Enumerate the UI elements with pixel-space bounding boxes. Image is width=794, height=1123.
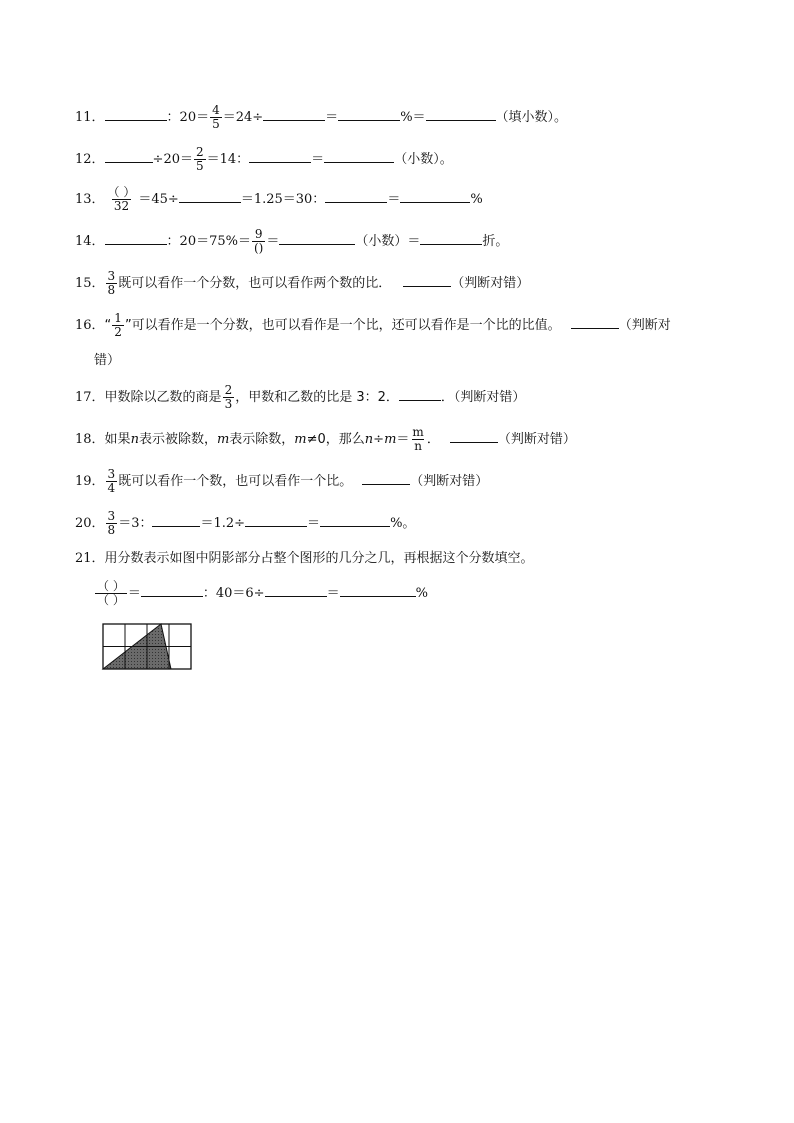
- question-number: 21．: [75, 551, 105, 566]
- fraction: $\frac{4}{5}$: [212, 103, 220, 131]
- fraction-blank[interactable]: $\frac{( )}{( )}$: [97, 579, 125, 607]
- question-number: 14．: [75, 234, 105, 249]
- question-21: 21．用分数表示如图中阴影部分占整个图形的几分之几，再根据这个分数填空。: [75, 551, 534, 566]
- answer-blank[interactable]: [420, 231, 482, 245]
- fraction: $\frac{2}{3}$: [224, 383, 233, 411]
- shaded-grid-figure: [101, 622, 195, 676]
- question-19: 19． $\frac{3}{4}$ 既可以看作一个数，也可以看作一个比。 （判断对错）: [75, 467, 489, 495]
- question-number: 19．: [75, 474, 105, 489]
- answer-blank[interactable]: [426, 107, 496, 121]
- answer-blank[interactable]: [249, 149, 311, 163]
- question-number: 18．: [75, 432, 105, 447]
- question-number: 12．: [75, 152, 105, 167]
- question-18: 18．如果n表示被除数，m表示除数，m≠0，那么n÷m＝ $\frac{m}{n}$ ． （判断对错）: [75, 425, 576, 453]
- answer-blank[interactable]: [325, 189, 387, 203]
- answer-blank[interactable]: [400, 189, 470, 203]
- question-16: 16．“ $\frac{1}{2}$ ”可以看作是一个分数，也可以看作是一个比，还可以看作是一个比的比值。 （判断对: [75, 311, 671, 339]
- answer-blank[interactable]: [105, 107, 167, 121]
- question-number: 11．: [75, 110, 105, 125]
- question-number: 17．: [75, 390, 105, 405]
- fraction: $\frac{1}{2}$: [114, 311, 122, 339]
- answer-blank[interactable]: [263, 107, 325, 121]
- question-17: 17．甲数除以乙数的商是 $\frac{2}{3}$ ，甲数和乙数的比是 3：2． ．（判断对错）: [75, 383, 526, 411]
- question-16-continuation: 错）: [94, 353, 121, 368]
- answer-blank[interactable]: [320, 513, 390, 527]
- fraction: $\frac{( )}{32}$: [107, 185, 136, 213]
- fraction: $\frac{2}{5}$: [195, 145, 204, 173]
- answer-blank[interactable]: [324, 149, 394, 163]
- answer-blank[interactable]: [399, 387, 441, 401]
- question-number: 15．: [75, 276, 105, 291]
- answer-blank[interactable]: [279, 231, 355, 245]
- fraction: $\frac{m}{n}$: [412, 425, 424, 453]
- answer-blank[interactable]: [141, 583, 203, 597]
- answer-blank[interactable]: [450, 429, 498, 443]
- answer-blank[interactable]: [179, 189, 241, 203]
- question-12: 12． ÷20＝ $\frac{2}{5}$ ＝14： ＝ （小数）。: [75, 145, 453, 173]
- question-15: 15． $\frac{3}{8}$ 既可以看作一个分数，也可以看作两个数的比． （判断对错）: [75, 269, 530, 297]
- answer-blank[interactable]: [571, 315, 619, 329]
- fraction: $\frac{3}{8}$: [107, 509, 116, 537]
- answer-blank[interactable]: [403, 273, 451, 287]
- question-21-fill: $\frac{( )}{( )}$ ＝ ：40＝6÷ ＝ %: [97, 579, 428, 607]
- question-number: 20．: [75, 516, 105, 531]
- question-14: 14． ：20＝75%＝ $\frac{9}{()}$ ＝ （小数）＝ 折。: [75, 227, 509, 255]
- answer-blank[interactable]: [340, 583, 416, 597]
- grid-triangle-diagram: [101, 622, 195, 672]
- answer-blank[interactable]: [152, 513, 200, 527]
- question-11: 11． ：20＝ $\frac{4}{5}$ ＝24÷ ＝ %＝ （填小数）。: [75, 103, 568, 131]
- answer-blank[interactable]: [245, 513, 307, 527]
- answer-blank[interactable]: [362, 471, 410, 485]
- answer-blank[interactable]: [105, 231, 167, 245]
- fraction: $\frac{3}{4}$: [107, 467, 116, 495]
- question-number: 13．: [75, 192, 105, 207]
- answer-blank[interactable]: [265, 583, 327, 597]
- fraction: $\frac{3}{8}$: [107, 269, 116, 297]
- answer-blank[interactable]: [338, 107, 400, 121]
- question-number: 16．: [75, 318, 105, 333]
- question-20: 20． $\frac{3}{8}$ ＝3： ＝1.2÷ ＝ %。: [75, 509, 416, 537]
- question-13: 13． $\frac{( )}{32}$ ＝45÷ ＝1.25＝30： ＝ %: [75, 185, 483, 213]
- answer-blank[interactable]: [105, 149, 153, 163]
- fraction: $\frac{9}{()}$: [253, 227, 264, 255]
